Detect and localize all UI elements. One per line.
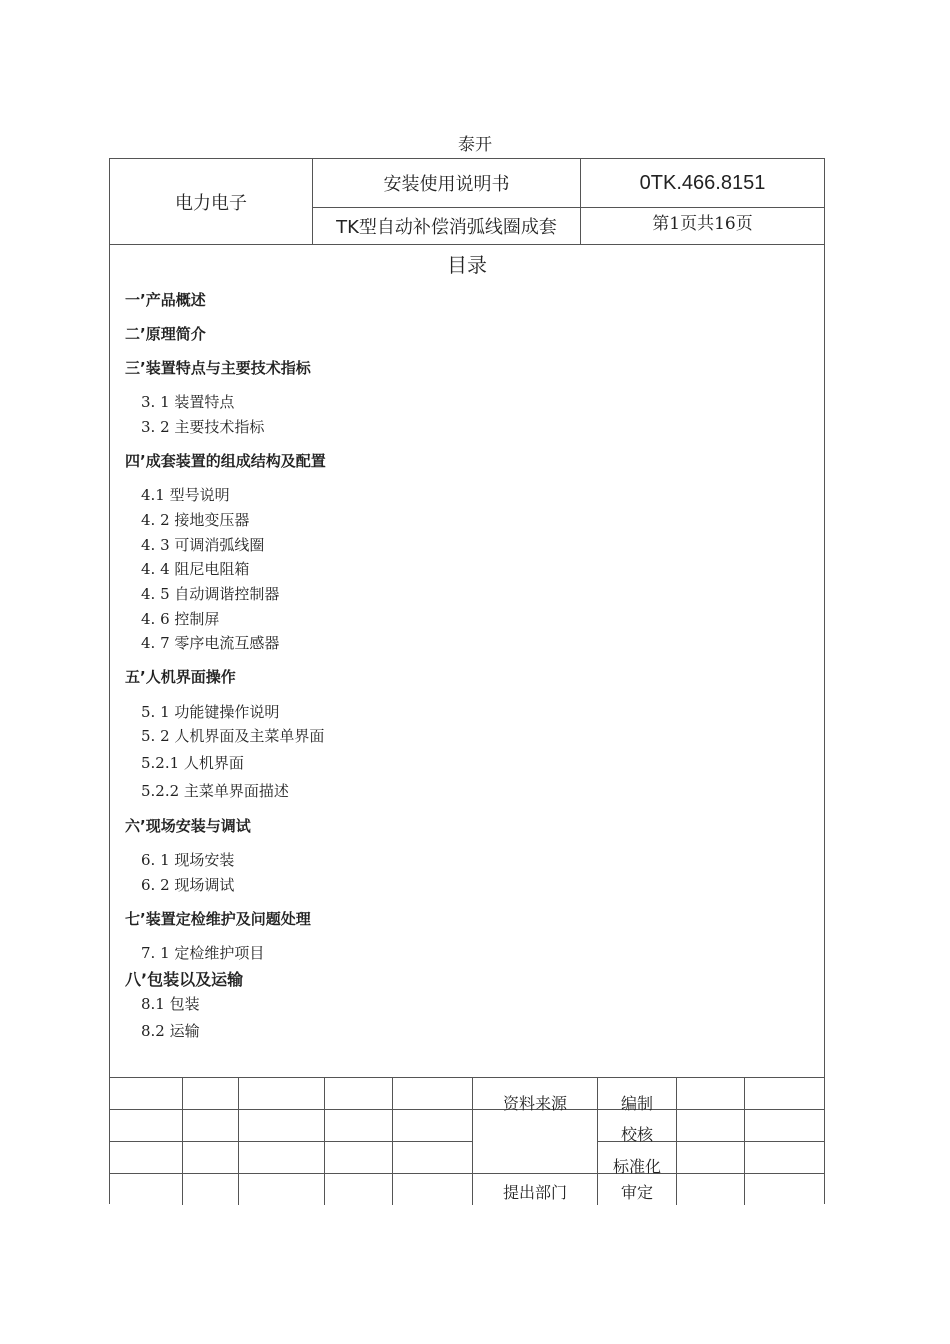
toc-subsection[interactable]: 5. 2 人机界面及主菜单界面 bbox=[141, 727, 325, 745]
toc-subsection[interactable]: 5.2.1 人机界面 bbox=[141, 754, 244, 772]
toc-subsection[interactable]: 4. 4 阻尼电阻箱 bbox=[141, 560, 250, 578]
toc-subsection[interactable]: 6. 1 现场安装 bbox=[141, 851, 235, 869]
toc-subsection[interactable]: 7. 1 定检维护项目 bbox=[141, 944, 265, 962]
toc-section[interactable]: 七’装置定检维护及问题处理 bbox=[125, 910, 311, 928]
document-frame bbox=[109, 158, 825, 1204]
toc-section[interactable]: 一’产品概述 bbox=[125, 291, 206, 309]
toc-section[interactable]: 四’成套装置的组成结构及配置 bbox=[125, 452, 326, 470]
department-label: 提出部门 bbox=[502, 1183, 567, 1202]
toc-subsection[interactable]: 5. 1 功能键操作说明 bbox=[141, 703, 280, 721]
department-cell: 电力电子 bbox=[110, 159, 313, 244]
toc-subsection[interactable]: 5.2.2 主菜单界面描述 bbox=[141, 782, 289, 800]
signoff-table bbox=[110, 1077, 824, 1205]
toc-subsection[interactable]: 6. 2 现场调试 bbox=[141, 876, 235, 894]
toc-section[interactable]: 二’原理简介 bbox=[125, 325, 206, 343]
table-rule bbox=[392, 1077, 393, 1205]
toc-title: 目录 bbox=[447, 253, 487, 277]
approve-label: 审定 bbox=[620, 1183, 653, 1202]
page-info-cell: 第1页共16页 bbox=[652, 213, 753, 234]
toc-subsection[interactable]: 8.1 包装 bbox=[141, 995, 200, 1013]
toc-subsection[interactable]: 4. 3 可调消弧线圈 bbox=[141, 536, 265, 554]
toc-subsection[interactable]: 4.1 型号说明 bbox=[141, 486, 230, 504]
source-label: 资料来源 bbox=[502, 1094, 567, 1113]
table-rule bbox=[324, 1077, 325, 1205]
standardization-label: 标准化 bbox=[612, 1157, 661, 1176]
toc-subsection[interactable]: 4. 6 控制屏 bbox=[141, 610, 220, 628]
table-rule bbox=[110, 1141, 472, 1142]
product-name-cell: TK型自动补偿消弧线圈成套 bbox=[313, 208, 581, 244]
table-rule bbox=[744, 1077, 745, 1205]
toc-subsection[interactable]: 8.2 运输 bbox=[141, 1022, 200, 1040]
toc-section[interactable]: 三’装置特点与主要技术指标 bbox=[125, 359, 311, 377]
toc-subsection[interactable]: 3. 1 装置特点 bbox=[141, 393, 235, 411]
table-rule bbox=[110, 1173, 824, 1174]
toc-subsection[interactable]: 3. 2 主要技术指标 bbox=[141, 418, 265, 436]
table-rule bbox=[676, 1077, 677, 1205]
table-rule bbox=[110, 1077, 824, 1078]
compile-label: 编制 bbox=[620, 1094, 653, 1113]
table-rule bbox=[110, 1109, 824, 1110]
toc-section[interactable]: 八’包装以及运输 bbox=[125, 970, 244, 989]
document-code-cell: 0TK.466.8151 bbox=[581, 159, 824, 208]
check-label: 校核 bbox=[620, 1125, 653, 1144]
title-block bbox=[110, 159, 824, 245]
toc-subsection[interactable]: 4. 7 零序电流互感器 bbox=[141, 634, 280, 652]
table-rule bbox=[182, 1077, 183, 1205]
table-rule bbox=[238, 1077, 239, 1205]
toc-subsection[interactable]: 4. 2 接地变压器 bbox=[141, 511, 250, 529]
toc-section[interactable]: 六’现场安装与调试 bbox=[125, 817, 251, 835]
toc-section[interactable]: 五’人机界面操作 bbox=[125, 668, 236, 686]
document-type-cell: 安装使用说明书 bbox=[313, 159, 581, 208]
company-name: 泰开 bbox=[458, 135, 492, 155]
toc-subsection[interactable]: 4. 5 自动调谐控制器 bbox=[141, 585, 280, 603]
